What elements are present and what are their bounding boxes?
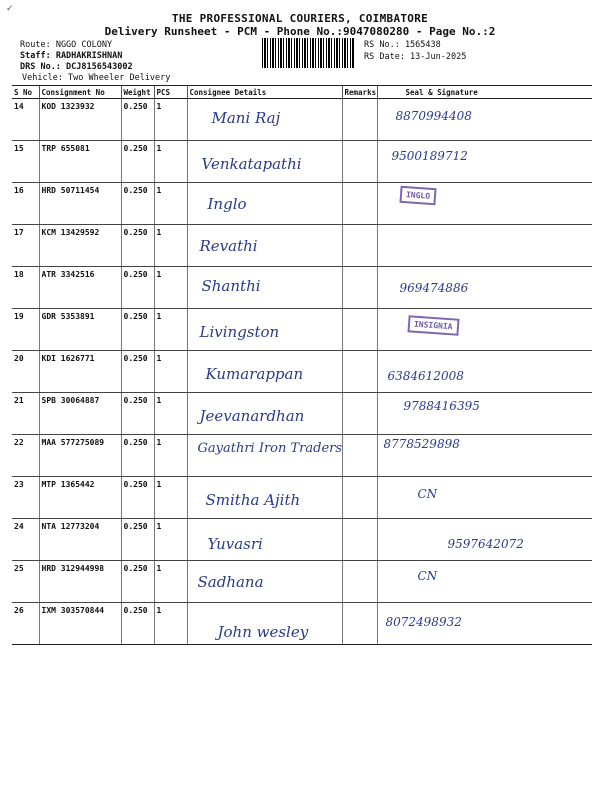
route-label: Route: NGGO COLONY	[20, 40, 113, 50]
seal-stamp: INGLO	[399, 186, 436, 205]
pcs-cell: 1	[154, 561, 187, 603]
consignment-cell: KOD 1323932	[39, 99, 121, 141]
consignee-cell	[187, 309, 342, 351]
consignment-cell: KDI 1626771	[39, 351, 121, 393]
pcs-cell: 1	[154, 519, 187, 561]
table-row	[12, 519, 592, 561]
table-row	[12, 267, 592, 309]
table-row	[12, 561, 592, 603]
weight-cell: 0.250	[121, 99, 154, 141]
table-row	[12, 393, 592, 435]
col-remarks: Remarks	[342, 86, 377, 99]
signature-text: 8778529898	[383, 437, 460, 451]
consignment-cell: GDR 5353891	[39, 309, 121, 351]
seal-signature-cell	[377, 603, 592, 645]
sno-cell: 19	[12, 309, 39, 351]
consignee-cell	[187, 141, 342, 183]
consignee-cell	[187, 267, 342, 309]
pcs-cell: 1	[154, 183, 187, 225]
consignee-cell	[187, 183, 342, 225]
sno-cell: 15	[12, 141, 39, 183]
sno-cell: 25	[12, 561, 39, 603]
consignee-name: Mani Raj	[211, 109, 281, 127]
remarks-cell	[342, 435, 377, 477]
pcs-cell: 1	[154, 225, 187, 267]
remarks-cell	[342, 309, 377, 351]
col-pcs: PCS	[154, 86, 187, 99]
consignee-name: Shanthi	[201, 277, 261, 295]
consignment-cell: NTA 12773204	[39, 519, 121, 561]
table-row	[12, 435, 592, 477]
remarks-cell	[342, 603, 377, 645]
pcs-cell: 1	[154, 141, 187, 183]
table-row	[12, 351, 592, 393]
weight-cell: 0.250	[121, 351, 154, 393]
remarks-cell	[342, 267, 377, 309]
seal-signature-cell	[377, 351, 592, 393]
sno-cell: 14	[12, 99, 39, 141]
remarks-cell	[342, 99, 377, 141]
weight-cell: 0.250	[121, 393, 154, 435]
weight-cell: 0.250	[121, 309, 154, 351]
pcs-cell: 1	[154, 351, 187, 393]
table-row	[12, 225, 592, 267]
col-consignee: Consignee Details	[187, 86, 342, 99]
col-sno: S No	[12, 86, 39, 99]
col-consignment: Consignment No	[39, 86, 121, 99]
seal-signature-cell	[377, 309, 592, 351]
consignment-cell: MAA 577275089	[39, 435, 121, 477]
drs-label: DRS No.: DCJ8156543002	[20, 62, 133, 72]
pcs-cell: 1	[154, 99, 187, 141]
weight-cell: 0.250	[121, 183, 154, 225]
sno-cell: 23	[12, 477, 39, 519]
weight-cell: 0.250	[121, 603, 154, 645]
signature-text: 9500189712	[391, 149, 468, 163]
consignment-cell: KCM 13429592	[39, 225, 121, 267]
sno-cell: 16	[12, 183, 39, 225]
vehicle-label: Vehicle: Two Wheeler Delivery	[22, 73, 171, 83]
weight-cell: 0.250	[121, 519, 154, 561]
table-row	[12, 603, 592, 645]
consignee-name: Jeevanardhan	[199, 407, 305, 425]
seal-signature-cell	[377, 561, 592, 603]
consignment-cell: HRD 312944998	[39, 561, 121, 603]
runsheet-table	[12, 85, 592, 645]
consignee-cell	[187, 99, 342, 141]
consignee-name: Gayathri Iron Traders	[197, 441, 343, 456]
remarks-cell	[342, 477, 377, 519]
consignee-name: Yuvasri	[207, 535, 263, 553]
remarks-cell	[342, 561, 377, 603]
consignee-cell	[187, 435, 342, 477]
table-header-row	[12, 86, 592, 99]
weight-cell: 0.250	[121, 435, 154, 477]
seal-signature-cell	[377, 141, 592, 183]
consignment-cell: HRD 50711454	[39, 183, 121, 225]
remarks-cell	[342, 183, 377, 225]
signature-text: CN	[417, 487, 438, 501]
pcs-cell: 1	[154, 267, 187, 309]
signature-text: 9597642072	[447, 537, 524, 551]
seal-signature-cell	[377, 519, 592, 561]
table-row	[12, 141, 592, 183]
sno-cell: 22	[12, 435, 39, 477]
consignee-name: Kumarappan	[205, 365, 304, 383]
sno-cell: 17	[12, 225, 39, 267]
sno-cell: 26	[12, 603, 39, 645]
consignee-cell	[187, 351, 342, 393]
seal-signature-cell	[377, 477, 592, 519]
consignee-name: Inglo	[207, 195, 247, 213]
table-row	[12, 99, 592, 141]
pcs-cell: 1	[154, 603, 187, 645]
consignee-cell	[187, 519, 342, 561]
sno-cell: 24	[12, 519, 39, 561]
consignment-cell: IXM 303570844	[39, 603, 121, 645]
rs-date: RS Date: 13-Jun-2025	[364, 52, 467, 62]
consignee-name: Sadhana	[197, 573, 264, 591]
consignee-cell	[187, 603, 342, 645]
remarks-cell	[342, 519, 377, 561]
signature-text: CN	[417, 569, 438, 583]
consignee-name: Venkatapathi	[201, 155, 302, 173]
consignee-cell	[187, 225, 342, 267]
pcs-cell: 1	[154, 309, 187, 351]
consignee-name: Revathi	[199, 237, 258, 255]
table-row	[12, 477, 592, 519]
signature-text: 8870994408	[395, 109, 472, 123]
barcode	[262, 38, 354, 68]
consignee-name: Livingston	[199, 323, 280, 341]
consignee-cell	[187, 477, 342, 519]
seal-stamp: INSIGNIA	[407, 315, 459, 335]
remarks-cell	[342, 351, 377, 393]
seal-signature-cell	[377, 183, 592, 225]
runsheet-title: Delivery Runsheet - PCM - Phone No.:9047080280 - Page No.:2	[104, 25, 496, 38]
pcs-cell: 1	[154, 435, 187, 477]
rs-number: RS No.: 1565438	[364, 40, 441, 50]
table-row	[12, 183, 592, 225]
col-seal-signature: Seal & Signature	[377, 86, 592, 99]
signature-text: 969474886	[399, 281, 469, 295]
sno-cell: 20	[12, 351, 39, 393]
company-title: THE PROFESSIONAL COURIERS, COIMBATORE	[171, 12, 429, 25]
consignee-cell	[187, 393, 342, 435]
seal-signature-cell	[377, 393, 592, 435]
consignment-cell: TRP 655081	[39, 141, 121, 183]
signature-text: 6384612008	[387, 369, 464, 383]
sno-cell: 21	[12, 393, 39, 435]
staff-label: Staff: RADHAKRISHNAN	[20, 51, 123, 61]
col-weight: Weight	[121, 86, 154, 99]
remarks-cell	[342, 141, 377, 183]
signature-text: 9788416395	[403, 399, 480, 413]
seal-signature-cell	[377, 99, 592, 141]
table-row	[12, 309, 592, 351]
seal-signature-cell	[377, 267, 592, 309]
weight-cell: 0.250	[121, 477, 154, 519]
seal-signature-cell	[377, 225, 592, 267]
sno-cell: 18	[12, 267, 39, 309]
signature-text: 8072498932	[385, 615, 462, 629]
weight-cell: 0.250	[121, 267, 154, 309]
weight-cell: 0.250	[121, 561, 154, 603]
consignment-cell: ATR 3342516	[39, 267, 121, 309]
consignment-cell: MTP 1365442	[39, 477, 121, 519]
remarks-cell	[342, 393, 377, 435]
remarks-cell	[342, 225, 377, 267]
consignee-name: Smitha Ajith	[205, 491, 301, 509]
consignee-name: John wesley	[217, 623, 309, 641]
pcs-cell: 1	[154, 393, 187, 435]
seal-signature-cell	[377, 435, 592, 477]
weight-cell: 0.250	[121, 225, 154, 267]
consignee-cell	[187, 561, 342, 603]
weight-cell: 0.250	[121, 141, 154, 183]
consignment-cell: SPB 30064887	[39, 393, 121, 435]
pcs-cell: 1	[154, 477, 187, 519]
corner-check-mark: ✓	[6, 4, 14, 14]
